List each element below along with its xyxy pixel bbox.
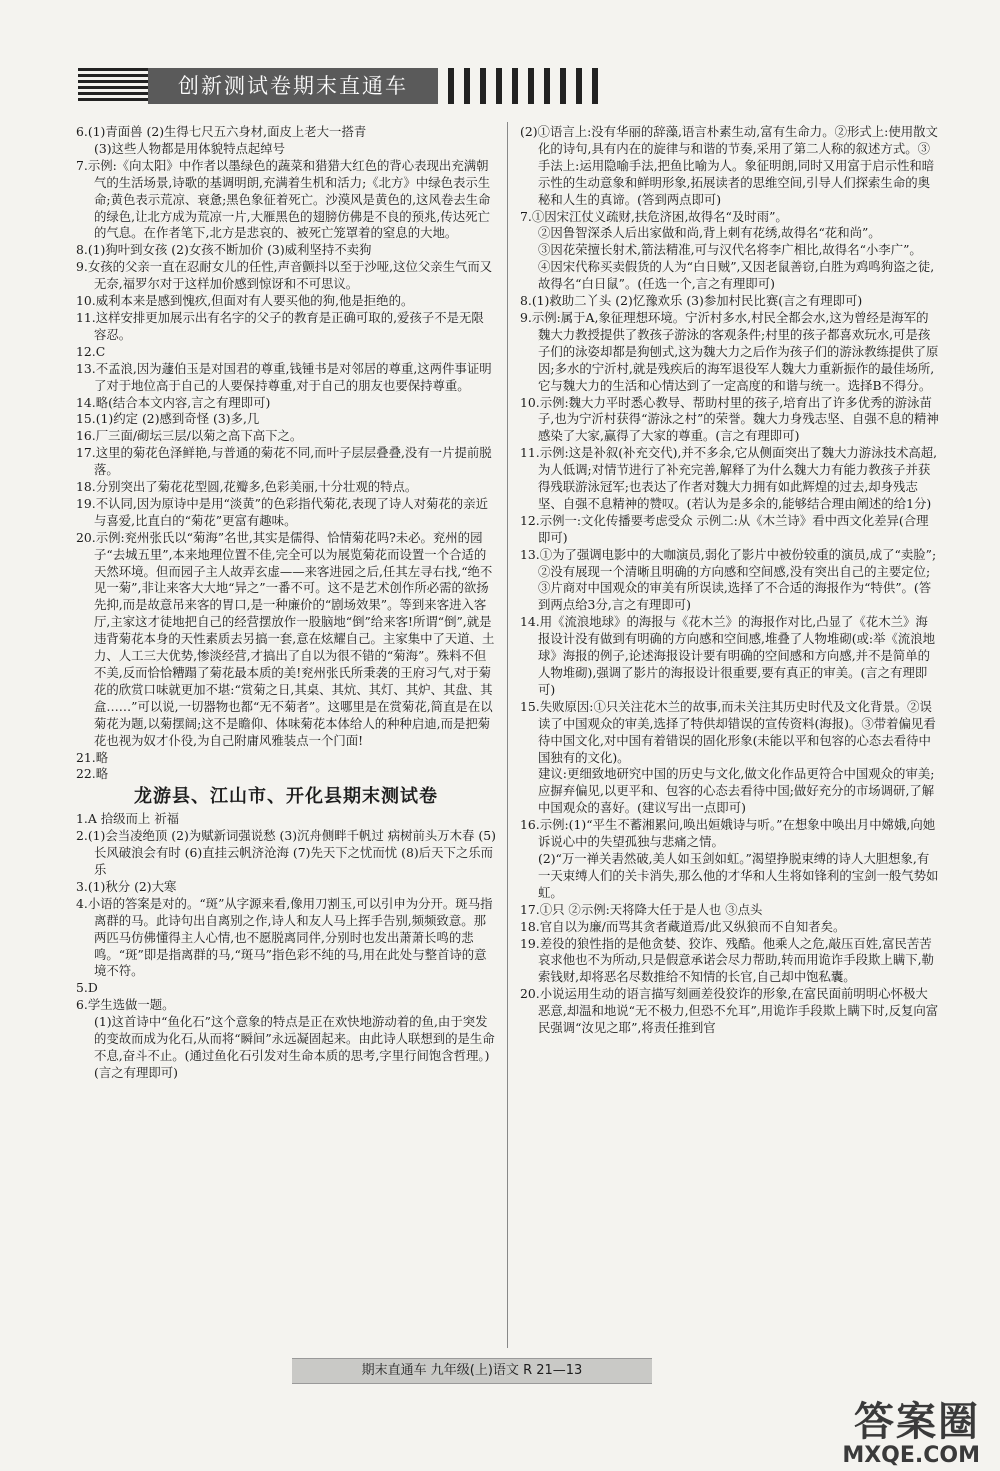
answer-item: 19.不认同,因为原诗中是用“淡黄”的色彩指代菊花,表现了诗人对菊花的亲近与喜爱,比直白的“菊花”更富有趣味。: [76, 495, 488, 528]
page-header: [78, 62, 518, 110]
answer-item: 17.①只 ②示例:天将降大任于是人也 ③点头: [520, 901, 763, 917]
answer-item: 15.失败原因:①只关注花木兰的故事,而未关注其历史时代及文化背景。②误读了中国观众的审美,选择了特供却错误的宣传资料(海报)。③带着偏见看待中国文化,对中国有着错误的固化形象(未能以平和包容的心态去看待中国独有的文化)。 建议:更细致地研究中国的历史与文化,做文化作品更符合中国观众的审美;应摒弃偏见,以更平和、包容的心态去看待中国;做好充分的市场调研,了解中国观众的喜好。(建议写出一点即可): [520, 698, 936, 816]
answer-item: 20.小说运用生动的语言描写刻画差役狡诈的形象,在富民面前明明心怀极大恶意,却温和地说“无不极力,但恐不允耳”,用诡诈手段欺上瞒下时,反复向富民强调“汝见之耶”,将责任推到官: [520, 986, 939, 1036]
watermark-logo: 答案圈: [854, 1399, 980, 1445]
answer-item: 6.学生选做一题。 (1)这首诗中“鱼化石”这个意象的特点是正在欢快地游动着的鱼,由于突发的变故而成为化石,从而将“瞬间”永远凝固起来。由此诗人联想到的是生命不息,奋斗不止。(通过鱼化石引发对生命本质的思考,字里行间饱含哲理。)(言之有理即可): [76, 997, 495, 1080]
answer-item: 22.略: [76, 766, 109, 782]
answer-item: 8.(1)救助二丫头 (2)忆豫欢乐 (3)参加村民比赛(言之有理即可): [520, 293, 863, 309]
section-title: 龙游县、江山市、开化县期末测试卷: [134, 786, 438, 808]
answer-item: 10.示例:魏大力平时悉心教导、帮助村里的孩子,培育出了许多优秀的游泳苗子,也为宁沂村获得“游泳之村”的荣誉。魏大力身残志坚、自强不息的精神感染了大家,赢得了大家的尊重。(言之有理即可): [520, 394, 939, 444]
answer-item: 10.威利本来是感到愧疚,但面对有人要买他的狗,他是拒绝的。: [76, 293, 414, 309]
answer-item: 12.C: [76, 343, 106, 359]
answer-item: 16.厂三面/砌坛三层/以菊之高下高下之。: [76, 428, 303, 444]
answer-list-bottom: [76, 811, 496, 1082]
answer-item: 14.略(结合本文内容,言之有理即可): [76, 394, 271, 410]
answer-item: 4.小语的答案是对的。“斑”从字源来看,像用刀割玉,可以引申为分开。斑马指离群的马。此诗句出自离别之作,诗人和友人马上挥手告别,频频致意。那两匹马仿佛懂得主人心情,也不愿脱离同伴,分别时也发出萧萧长鸣的悲鸣。“斑”即是指离群的马,“斑马”指色彩不纯的马,用在此处与整首诗的意境不符。: [76, 895, 493, 979]
answer-item: 21.略: [76, 749, 109, 765]
header-stripes-right: [448, 68, 598, 104]
answer-item: 9.示例:属于A,象征理想环境。宁沂村多水,村民全都会水,这为曾经是海军的魏大力教授提供了教孩子游泳的客观条件;村里的孩子都喜欢玩水,可是孩子们的泳姿却都是狗刨式,这为魏大力之后作为孩子们的游泳教练提供了原因;多水的宁沂村,就是残疾后的海军退役军人魏大力重新振作的最佳场所,它与魏大力的生活和心情达到了一定高度的和谐与统一。选择B不得分。: [520, 309, 939, 393]
answer-item: 17.这里的菊花色泽鲜艳,与普通的菊花不同,而叶子层层叠叠,没有一片提前脱落。: [76, 445, 492, 478]
answer-item: 7.示例:《向太阳》中作者以墨绿色的蔬菜和猎猎大红色的背心表现出充满朝气的生活场景,诗歌的基调明朗,充满着生机和活力;《北方》中绿色表示生命;黄色表示荒凉、衰惫;黑色象征着死亡。沙漠风是黄色的,这风卷去生命的绿色,让北方成为荒凉一片,大雁黑色的翅膀仿佛是不良的预兆,传达死亡的气息。在作者笔下,北方是悲哀的、被死亡笼罩着的窒息的大地。: [76, 157, 491, 241]
answer-item: 3.(1)秋分 (2)大寒: [76, 878, 177, 894]
answer-item: 19.差役的狼性指的是他贪婪、狡诈、残酷。他乘人之危,敲压百姓,富民苦苦哀求他也不为所动,只是假意承诺会尽力帮助,转而用诡诈手段欺上瞒下,勒索钱财,却将恶名尽数推给不知情的长官,自己却中饱私囊。: [520, 935, 934, 985]
answer-item: (2)①语言上:没有华丽的辞藻,语言朴素生动,富有生命力。②形式上:使用散文化的诗句,具有内在的旋律与和谐的节奏,采用了第二人称的叙述方式。③手法上:运用隐喻手法,把鱼比喻为人。象征明朗,同时又用富于启示性和暗示性的生动意象和鲜明形象,拓展读者的思维空间,引导人们探索生命的奥秘和人生的真谛。(答到两点即可): [520, 124, 938, 207]
answer-item: 9.女孩的父亲一直在忍耐女儿的任性,声音颤抖以至于沙哑,这位父亲生气而又无奈,福罗尔对于这样加价感到惊讶和不可思议。: [76, 259, 493, 292]
column-divider: [507, 122, 508, 1348]
answer-item: 8.(1)狗叶到女孩 (2)女孩不断加价 (3)威利坚持不卖狗: [76, 242, 372, 258]
answer-item: 15.(1)约定 (2)感到奇怪 (3)多,几: [76, 411, 260, 427]
answer-item: 6.(1)青面兽 (2)生得七尺五六身材,面皮上老大一搭青 (3)这些人物都是用体貌特点起绰号: [76, 124, 367, 156]
answer-item: 11.示例:这是补叙(补充交代),并不多余,它从侧面突出了魏大力游泳技术高超,为人低调;对情节进行了补充完善,解释了为什么魏大力有能力教孩子并获得残联游泳冠军;也表达了作者对魏大力拥有如此辉煌的过去,却身残志坚、自强不息精神的赞叹。(若认为是多余的,能够结合理由阐述的给1分): [520, 445, 938, 511]
answer-item: 13.①为了强调电影中的大咖演员,弱化了影片中被份较重的演员,成了“卖脸”;②没有展现一个清晰且明确的方向感和空间感,没有突出自己的主要定位;③片商对中国观众的审美有所误读,选择了不合适的海报作为“特供”。(答到两点给3分,言之有理即可): [520, 546, 937, 613]
right-column: [520, 124, 940, 1037]
page-footer: 期末直通车 九年级(上)语文 R 21—13: [292, 1358, 652, 1384]
answer-item: 7.①因宋江仗义疏财,扶危济困,故得名“及时雨”。 ②因鲁智深杀人后出家做和尚,背上刺有花绣,故得名“花和尚”。 ③因花荣擅长射术,箭法精准,可与汉代名将李广相比,故得名“小李广”。 ④因宋代称买卖假货的人为“白日贼”,又因老鼠善窃,白胜为鸡鸣狗盗之徒,故得名“白日鼠”。(任选一个,言之有理即可): [520, 208, 935, 292]
watermark-url: MXQE.COM: [842, 1443, 980, 1468]
header-title: 创新测试卷期末直通车: [148, 68, 438, 104]
answer-item: 12.示例一:文化传播要考虑受众 示例二:从《木兰诗》看中西文化差异(合理即可): [520, 512, 929, 545]
answer-item: 1.A 拾级而上 祈福: [76, 811, 179, 827]
watermark: [842, 1400, 980, 1468]
answer-list-top: [76, 124, 496, 783]
answer-item: 2.(1)会当凌绝顶 (2)为赋新词强说愁 (3)沉舟侧畔千帆过 病树前头万木春 (5)长风破浪会有时 (6)直挂云帆济沧海 (7)先天下之忧而忧 (8)后天下之乐而乐: [76, 828, 496, 877]
answer-item: 18.分别突出了菊花花型圆,花瓣多,色彩美丽,十分壮观的特点。: [76, 479, 418, 495]
answer-item: 11.这样安排更加展示出有名字的父子的教育是正确可取的,爱孩子不是无限容忍。: [76, 309, 484, 342]
answer-item: 13.不孟浪,因为蘧伯玉是对国君的尊重,钱锺书是对邻居的尊重,这两件事证明了对于地位高于自己的人要保持尊重,对于自己的朋友也要保持尊重。: [76, 360, 492, 393]
answer-item: 18.官自以为廉/而骂其贪者藏道焉/此又纵狼而不自知者矣。: [520, 918, 846, 934]
answer-item: 20.示例:兖州张氏以“菊海”名世,其实是儒得、恰情菊花吗?未必。兖州的园子“去城五里”,本来地理位置不佳,完全可以为展览菊花而设置一个合适的天然环境。但而园子主人故弄玄虚——来客进园之后,任其左寻右找,“绝不见一菊”,非让来客大大地“异之”一番不可。这不是艺术创作所必需的欲扬先抑,而是故意吊来客的胃口,是一种廉价的“剧场效果”。等到来客进入客厅,主家这才徒地把自己的经营摆放作一股脑地“倒”给来客!所谓“倒”,就是违背菊花本身的天性素质去另搞一套,意在炫耀自己。主家集中了天道、土力、人工三大优势,惨淡经营,才搞出了自以为很不错的“菊海”。殊料不但不美,反而恰恰糟蹋了菊花最本质的美!兖州张氏所秉袭的王府习气,对于菊花的欣赏口味就更加不堪:“赏菊之日,其桌、其炕、其灯、其炉、其盘、其盒……”可以说,一切器物也都“无不菊者”。这哪里是在赏菊花,简直是在以菊花为题,以菊摆阔;这不是瞻仰、体味菊花本体给人的种种启迪,而是把菊花也视为奴才仆役,为自己附庸风雅装点一个门面!: [76, 529, 495, 748]
left-column: [76, 124, 496, 1082]
answer-list-right: [520, 124, 940, 1037]
answer-item: 5.D: [76, 980, 98, 996]
header-stripes-left: [78, 68, 148, 104]
answer-item: 16.示例:(1)“平生不蓄湘累问,唤出姮娥诗与听。”在想象中唤出月中嫦娥,向她诉说心中的失望孤独与悲痛之情。 (2)“万一禅关砉然破,美人如玉剑如虹。”渴望挣脱束缚的诗人大胆想象,有一天束缚人们的关卡消失,那么他的才华和人生将如锋利的宝剑一般气势如虹。: [520, 817, 939, 900]
answer-item: 14.用《流浪地球》的海报与《花木兰》的海报作对比,凸显了《花木兰》海报设计没有做到有明确的方向感和空间感,堆叠了人物堆砌(或:举《流浪地球》海报的例子,论述海报设计要有明确的空间感和方向感,并不是简单的人物堆砌),强调了影片的海报设计很重要,要有真正的审美。(言之有理即可): [520, 614, 936, 697]
